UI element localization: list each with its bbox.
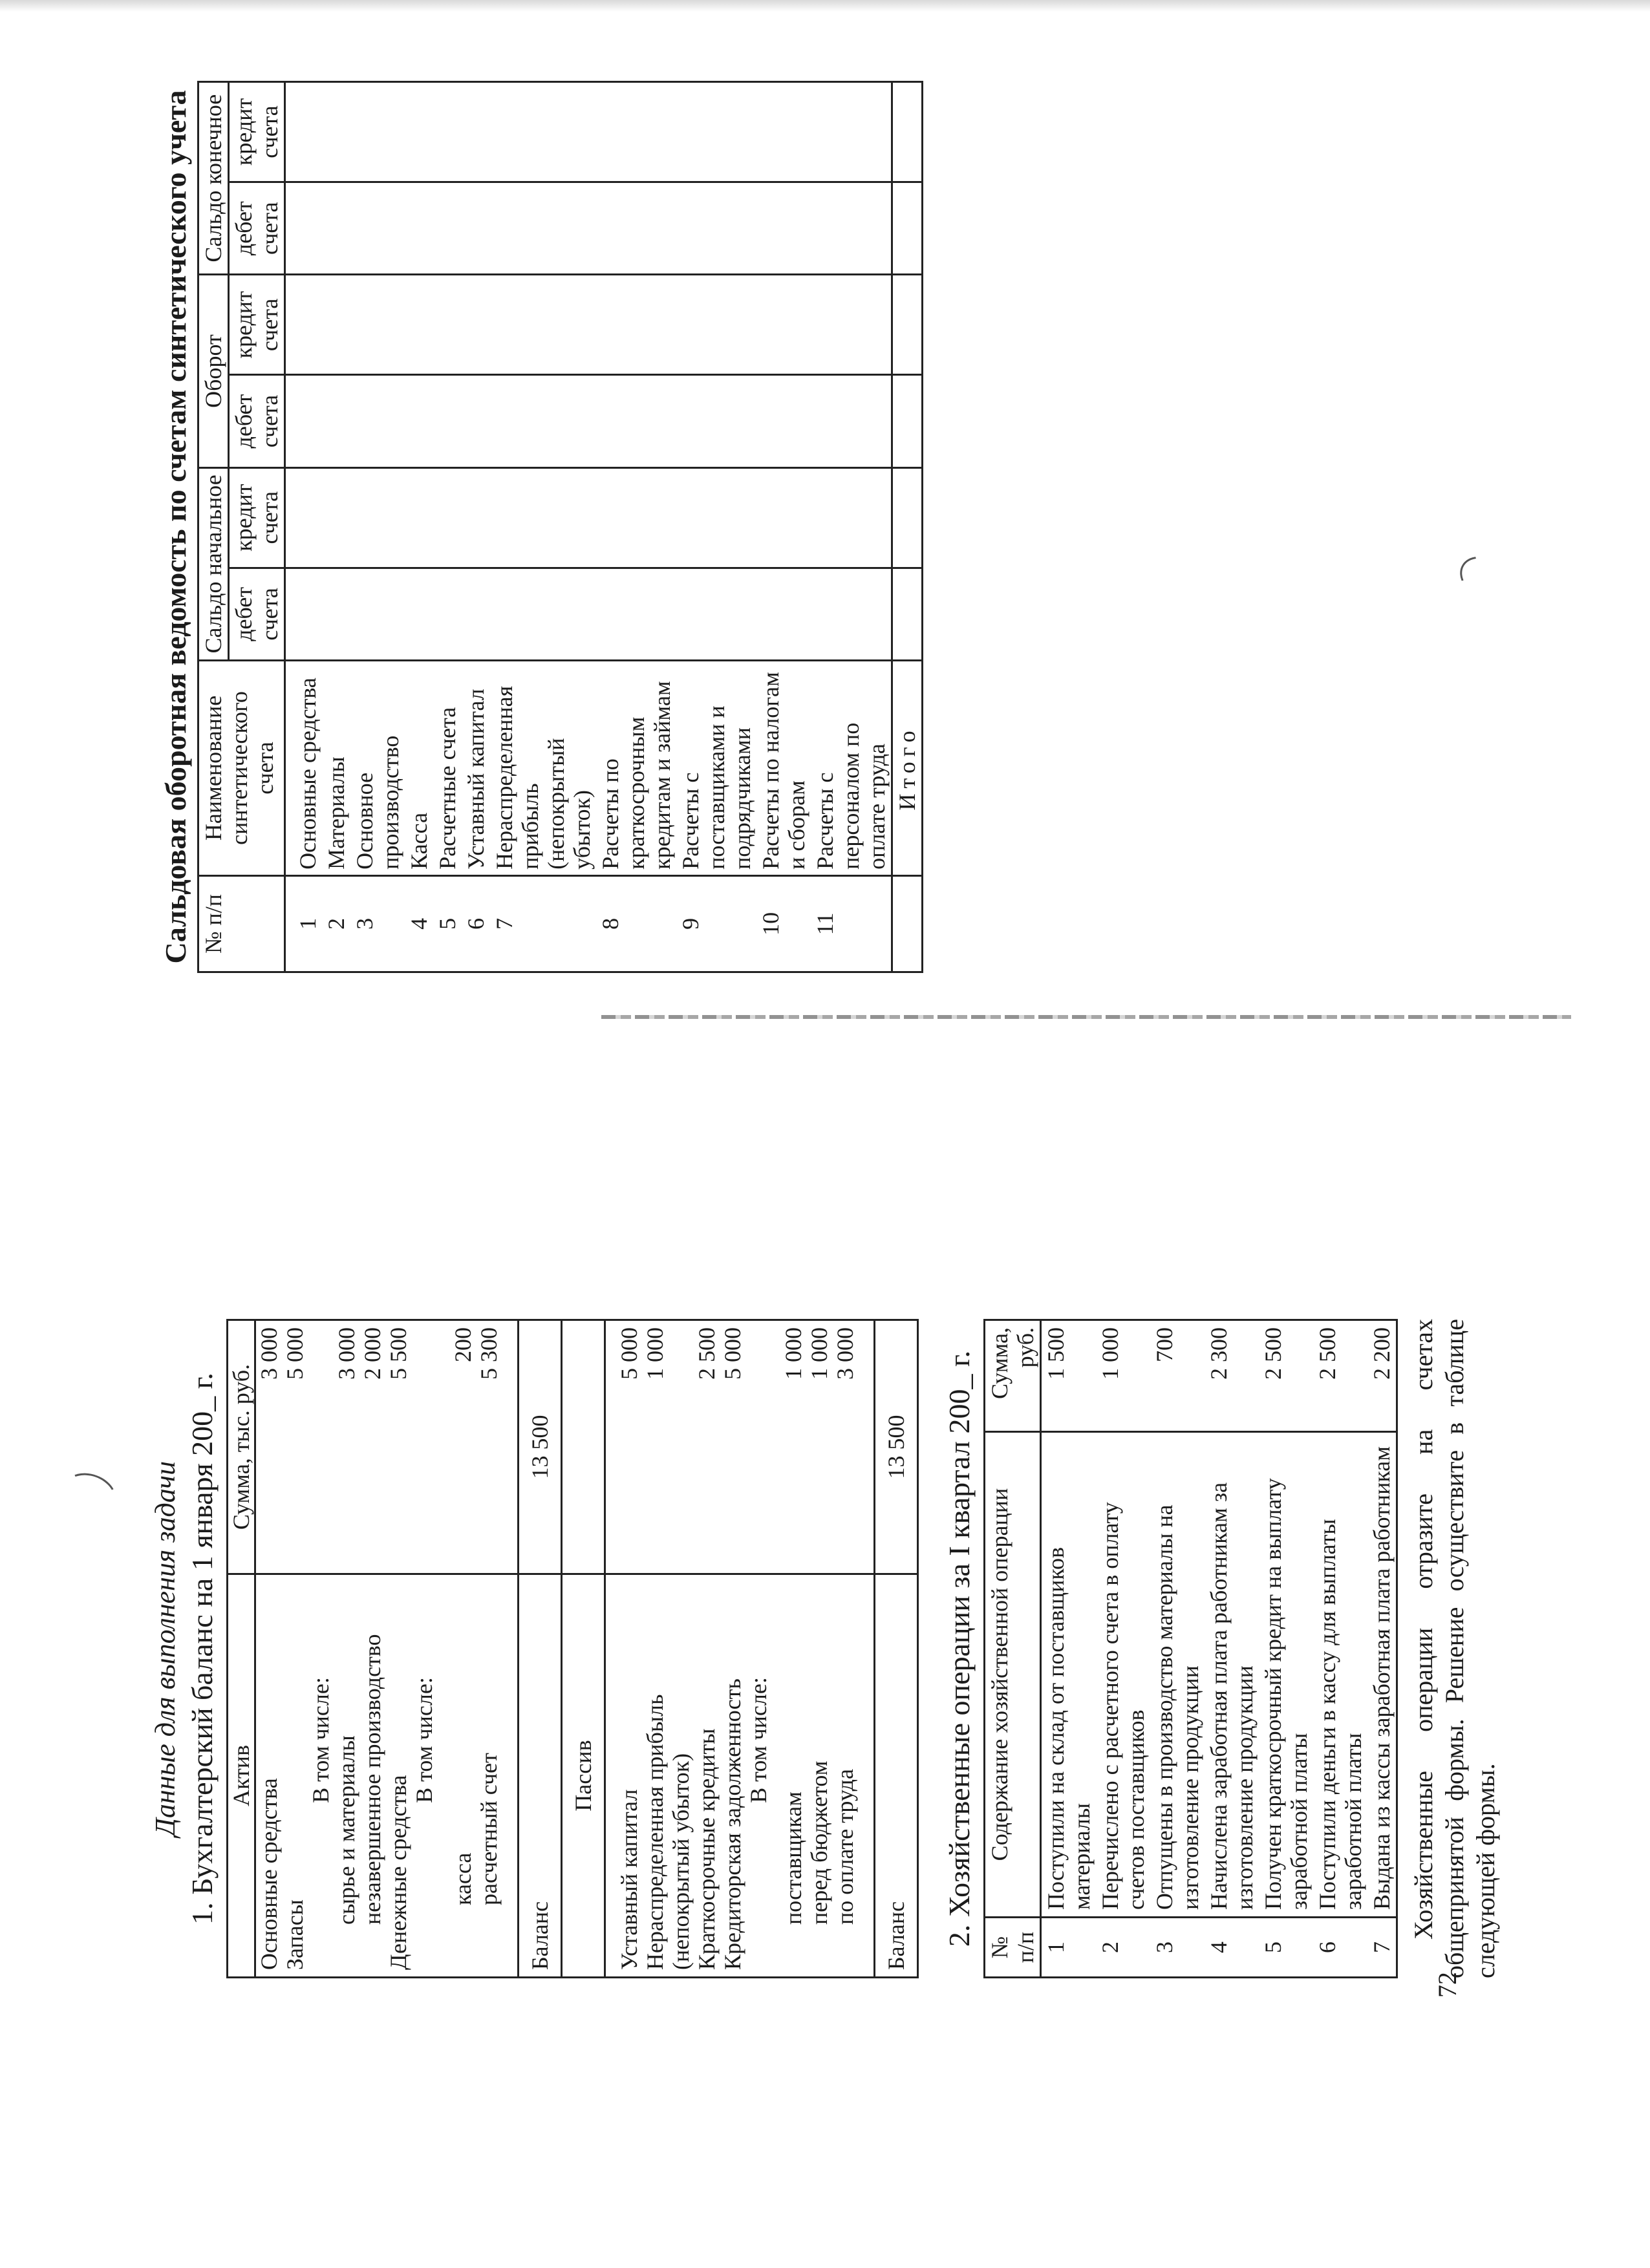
table-row: Уставный капитал 5 000 — [605, 1320, 643, 1978]
table-row: 6 Поступили деньги в кассу для выплаты заработной платы 2 500 — [1313, 1320, 1367, 1978]
sub-credit: кредит счета — [229, 467, 285, 568]
table-row: В том числе: — [411, 1320, 437, 1978]
table-row: 9 Расчеты с поставщиками и подрядчиками — [676, 82, 756, 972]
table-row: 3 Отпущены в производство материалы на изготовление продукции 700 — [1150, 1320, 1205, 1978]
balance-table — [226, 1319, 919, 1978]
operations-title: 2. Хозяйственные операции за I квартал 200_ г. — [943, 1350, 976, 1947]
group-closing: Сальдо конечное — [198, 82, 229, 275]
table-row: 10 Расчеты по налогам и сборам — [756, 82, 811, 972]
table-row: сырье и материалы 3 000 — [334, 1320, 359, 1978]
table-row: по оплате труда 3 000 — [832, 1320, 875, 1978]
table-row: 3 Основное производство — [350, 82, 405, 972]
table-row: 11 Расчеты с персоналом по оплате труда — [811, 82, 892, 972]
sub-credit: кредит счета — [229, 82, 285, 182]
col-sum: Сумма, руб. — [985, 1320, 1041, 1432]
table-row: 4 Начислена заработная плата работникам за изготовление продукции 2 300 — [1205, 1320, 1259, 1978]
table-row: Денежные средства 5 500 — [385, 1320, 411, 1978]
table-row: перед бюджетом 1 000 — [806, 1320, 832, 1978]
sub-debit: дебет счета — [229, 568, 285, 660]
table-row: Краткосрочные кредиты 2 500 — [694, 1320, 720, 1978]
table-row: Запасы 5 000 — [282, 1320, 308, 1978]
table-row: Кредиторская задолженность 5 000 — [720, 1320, 745, 1978]
table-row: 5 Получен краткосрочный кредит на выплату заработной платы 2 500 — [1259, 1320, 1313, 1978]
page-number: 72 — [1433, 1972, 1462, 1998]
balance-caption: Данные для выполнения задачи — [149, 1460, 181, 1837]
balance-title: 1. Бухгалтерский баланс на 1 января 200_ г. — [186, 1373, 219, 1925]
table-row: 1 Основные средства — [285, 82, 323, 972]
table-row: касса 200 — [437, 1320, 476, 1978]
sub-debit: дебет счета — [229, 182, 285, 274]
table-row: В том числе: — [308, 1320, 334, 1978]
table-row: незавершенное производство 2 000 — [359, 1320, 385, 1978]
table-row: Основные средства 3 000 — [255, 1320, 283, 1978]
liability-header-row: Пассив — [562, 1320, 605, 1978]
asset-total-row: Баланс 13 500 — [519, 1320, 562, 1978]
table-row: 2 Перечислено с расчетного счета в оплату счетов поставщиков 1 000 — [1096, 1320, 1150, 1978]
pen-mark — [1452, 546, 1527, 614]
sub-debit: дебет счета — [229, 375, 285, 467]
col-num: № п/п — [198, 875, 285, 972]
table-row: 7 Нераспределенная прибыль (непокрытый убыток) — [490, 82, 596, 972]
total-row: Итого — [892, 82, 923, 972]
col-num: № п/п — [985, 1918, 1041, 1978]
sub-credit: кредит счета — [229, 275, 285, 375]
sheet-title: Сальдовая оборотная ведомость по счетам синтетического учета — [159, 90, 192, 964]
table-row: поставщикам 1 000 — [771, 1320, 806, 1978]
right-rotated-block — [158, 81, 1044, 973]
table-row: 8 Расчеты по краткосрочным кредитам и займам — [596, 82, 676, 972]
group-opening: Сальдо начальное — [198, 467, 229, 660]
scan-top-edge — [0, 0, 1650, 12]
table-row: 5 Расчетные счета — [433, 82, 462, 972]
left-rotated-block — [149, 1319, 1500, 1978]
liability-total-row: Баланс 13 500 — [875, 1320, 918, 1978]
table-row: расчетный счет 5 300 — [476, 1320, 519, 1978]
table-row: Нераспределенная прибыль (непокрытый убыток) 1 000 — [642, 1320, 694, 1978]
col-desc: Содержание хозяйственной операции — [985, 1432, 1041, 1918]
col-asset: Актив — [228, 1574, 255, 1978]
group-turnover: Оборот — [198, 275, 229, 467]
table-row: В том числе: — [745, 1320, 771, 1978]
operations-table — [983, 1319, 1398, 1978]
closing-instruction: Хозяйственные операции отразите на счетах общепринятой формы. Решение осуществите в таблице следующей формы. — [1409, 1319, 1500, 1978]
page-fold-line — [601, 1015, 1571, 1019]
table-row: 1 Поступили на склад от поставщиков материалы 1 500 — [1041, 1320, 1097, 1978]
turnover-sheet-table — [197, 81, 923, 973]
col-account-name: Наименование синтетического счета — [198, 661, 285, 876]
table-row: 2 Материалы — [322, 82, 350, 972]
pen-mark — [56, 1466, 122, 1524]
table-row: 4 Касса — [405, 82, 433, 972]
table-row: 6 Уставный капитал — [462, 82, 490, 972]
col-sum: Сумма, тыс. руб. — [228, 1320, 255, 1574]
table-row: 7 Выдана из кассы заработная плата работникам 2 200 — [1367, 1320, 1397, 1978]
